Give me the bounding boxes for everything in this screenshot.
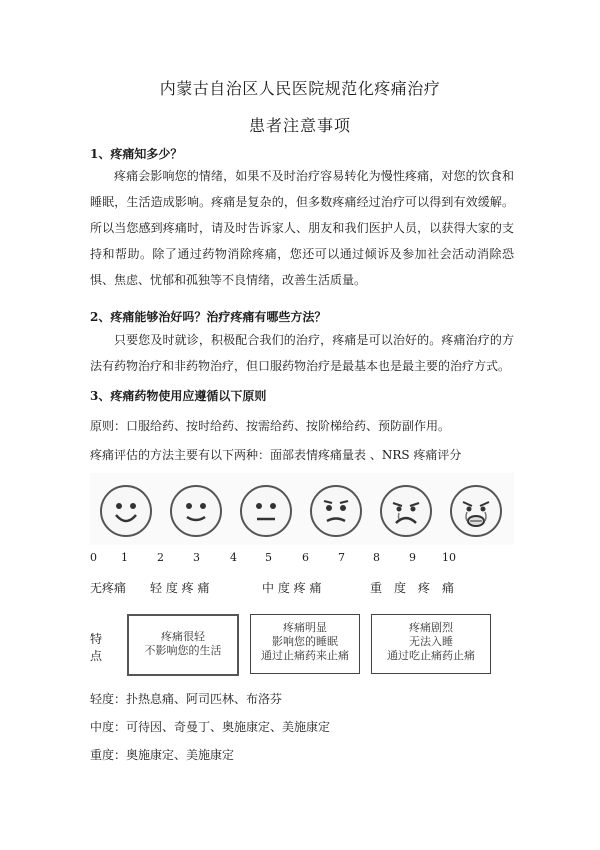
- scale-number: 5: [265, 551, 272, 564]
- feature-box-mild: [127, 614, 239, 676]
- section2-heading: 2、疼痛能够治好吗？治疗疼痛有哪些方法？: [90, 310, 327, 324]
- section2-paragraph: 只要您及时就诊，积极配合我们的治疗，疼痛是可以治好的。疼痛治疗的方法有药物治疗和非药物治疗，但口服药物治疗是最基本也是最主要的治疗方式。: [90, 333, 514, 373]
- scale-number: 9: [409, 551, 416, 564]
- feature-line: 疼痛剧烈: [409, 621, 453, 634]
- feature-line: 无法入睡: [409, 635, 453, 648]
- scale-number: 1: [121, 551, 128, 564]
- feature-line: 不影响您的生活: [144, 644, 222, 657]
- drug-moderate: 中度：可待因、奇曼丁、奥施康定、美施康定: [90, 720, 331, 734]
- feature-line: 通过止痛药来止痛: [261, 649, 349, 662]
- worried-face-icon: [310, 485, 362, 537]
- drug-mild: 轻度：扑热息痛、阿司匹林、布洛芬: [90, 692, 283, 706]
- document-subtitle: 患者注意事项: [248, 116, 351, 135]
- section3-heading: 3、疼痛药物使用应遵循以下原则: [90, 389, 267, 403]
- crying-face-icon: [450, 485, 502, 537]
- feature-box-severe: [371, 614, 491, 674]
- smile-big-face-icon: [100, 485, 152, 537]
- scale-number: 8: [373, 551, 380, 564]
- level-moderate: 中 度 疼 痛: [262, 581, 322, 595]
- feature-line: 通过吃止痛药止痛: [387, 649, 475, 662]
- assessment-text: 疼痛评估的方法主要有以下两种：面部表情疼痛量表 、NRS 疼痛评分: [90, 448, 462, 462]
- drug-severe: 重度：奥施康定、美施康定: [90, 748, 235, 762]
- scale-number: 10: [442, 551, 456, 564]
- scale-number: 0: [90, 551, 97, 564]
- section1-paragraph: 疼痛会影响您的情绪，如果不及时治疗容易转化为慢性疼痛，对您的饮食和睡眠，生活造成影响。疼痛是复杂的，但多数疼痛经过治疗可以得到有效缓解。所以当您感到疼痛时，请及时告诉家人、朋友和我们医护人员，以获得大家的支持和帮助。除了通过药物消除疼痛，您还可以通过倾诉及参加社会活动消除恐惧、焦虑、忧郁和孤独等不良情绪，改善生活质量。: [90, 169, 514, 287]
- feature-line: 疼痛明显: [283, 621, 327, 634]
- section1-heading: 1、疼痛知多少？: [90, 147, 183, 161]
- features-label: 特点: [90, 632, 103, 663]
- feature-line: 疼痛很轻: [161, 630, 205, 643]
- feature-line: 影响您的睡眠: [272, 635, 338, 648]
- scale-number: 7: [338, 551, 345, 564]
- scale-number: 4: [230, 551, 237, 564]
- document-title: 内蒙古自治区人民医院规范化疼痛治疗: [159, 79, 441, 98]
- smile-face-icon: [170, 485, 222, 537]
- principle-text: 原则：口服给药、按时给药、按需给药、按阶梯给药、预防副作用。: [90, 419, 451, 433]
- scale-number: 3: [193, 551, 200, 564]
- level-none: 无疼痛: [90, 581, 127, 595]
- level-severe: 重 度 疼 痛: [370, 581, 455, 595]
- level-mild: 轻 度 疼 痛: [150, 581, 210, 595]
- neutral-face-icon: [240, 485, 292, 537]
- scale-number: 2: [157, 551, 164, 564]
- sad-face-icon: [380, 485, 432, 537]
- scale-number: 6: [302, 551, 309, 564]
- feature-box-moderate: [250, 614, 360, 674]
